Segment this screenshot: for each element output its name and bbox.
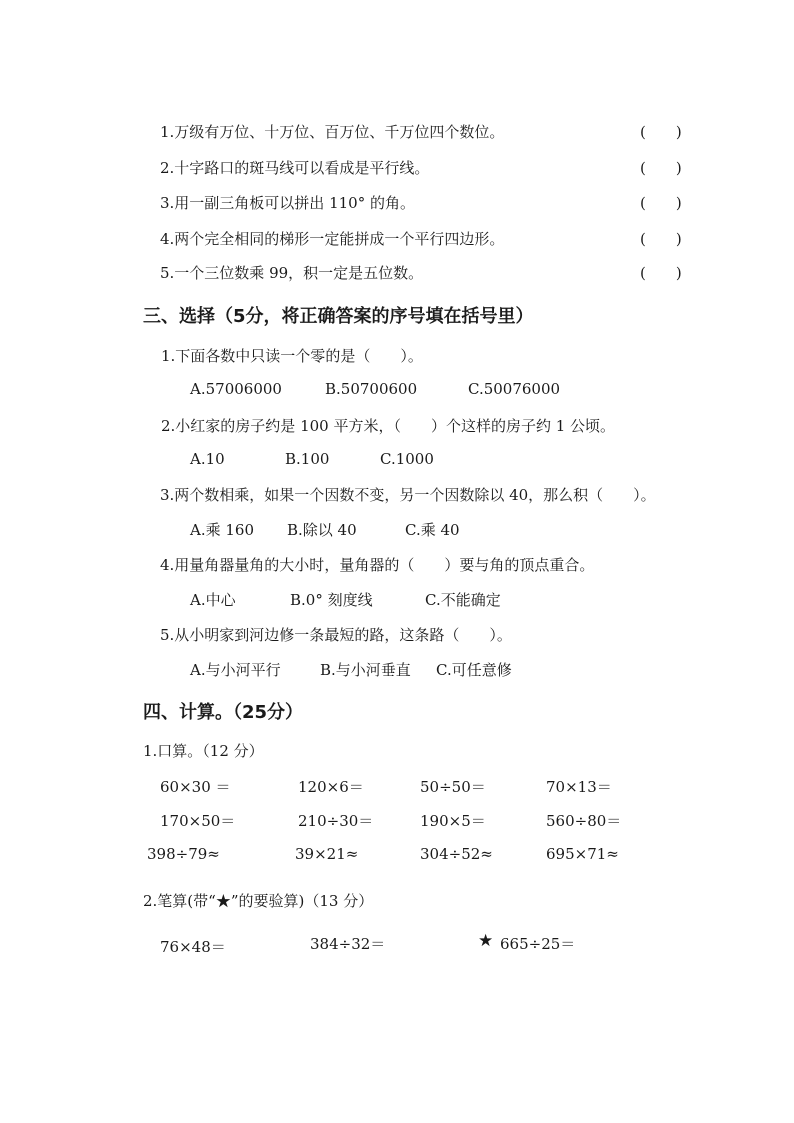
judgement-answer-blank-5[interactable]: ( )	[640, 264, 682, 282]
oral-problem: 60×30 ＝	[160, 778, 231, 796]
option-c[interactable]: C.50076000	[468, 380, 561, 398]
question-text: 3.两个数相乘，如果一个因数不变，另一个因数除以 40，那么积（ ）。	[160, 486, 656, 504]
oral-problem: 695×71≈	[546, 845, 619, 863]
oral-problem: 39×21≈	[295, 845, 359, 863]
oral-problem: 120×6＝	[298, 778, 364, 796]
oral-problem: 398÷79≈	[147, 845, 220, 863]
judgement-item-1: 1.万级有万位、十万位、百万位、千万位四个数位。	[160, 123, 505, 141]
question-text: 2.小红家的房子约是 100 平方米，（ ）个这样的房子约 1 公顷。	[161, 417, 616, 435]
judgement-answer-blank-3[interactable]: ( )	[640, 194, 682, 212]
written-problem: 384÷32＝	[310, 935, 386, 953]
option-c[interactable]: C.乘 40	[405, 521, 460, 539]
option-c[interactable]: C.1000	[380, 450, 434, 468]
judgement-answer-blank-4[interactable]: ( )	[640, 230, 682, 248]
option-c[interactable]: C.不能确定	[425, 591, 501, 609]
question-text: 5.从小明家到河边修一条最短的路，这条路（ ）。	[160, 626, 512, 644]
judgement-answer-blank-2[interactable]: ( )	[640, 159, 682, 177]
judgement-item-3: 3.用一副三角板可以拼出 110° 的角。	[160, 194, 415, 212]
written-calc-title: 2.笔算(带“★”的要验算)（13 分）	[143, 892, 374, 910]
option-a[interactable]: A.10	[190, 450, 225, 468]
option-c[interactable]: C.可任意修	[436, 661, 512, 679]
oral-calc-title: 1.口算。（12 分）	[143, 742, 264, 760]
written-problem: 76×48＝	[160, 938, 226, 956]
option-a[interactable]: A.乘 160	[190, 521, 254, 539]
option-b[interactable]: B.除以 40	[287, 521, 357, 539]
oral-problem: 50÷50＝	[420, 778, 486, 796]
judgement-answer-blank-1[interactable]: ( )	[640, 123, 682, 141]
oral-problem: 70×13＝	[546, 778, 612, 796]
option-b[interactable]: B.100	[285, 450, 330, 468]
option-b[interactable]: B.与小河垂直	[320, 661, 411, 679]
judgement-item-2: 2.十字路口的斑马线可以看成是平行线。	[160, 159, 430, 177]
question-text: 4.用量角器量角的大小时，量角器的（ ）要与角的顶点重合。	[160, 556, 595, 574]
question-text: 1.下面各数中只读一个零的是（ ）。	[161, 347, 423, 365]
calc-section-heading: 四、计算。（25分）	[143, 702, 304, 723]
judgement-item-5: 5.一个三位数乘 99，积一定是五位数。	[160, 264, 424, 282]
option-b[interactable]: B.0° 刻度线	[290, 591, 373, 609]
option-a[interactable]: A.与小河平行	[190, 661, 281, 679]
written-problem-starred: 665÷25＝	[500, 935, 576, 953]
option-a[interactable]: A.57006000	[190, 380, 282, 398]
judgement-item-4: 4.两个完全相同的梯形一定能拼成一个平行四边形。	[160, 230, 505, 248]
oral-problem: 170×50＝	[160, 812, 236, 830]
choice-section-heading: 三、选择（5分，将正确答案的序号填在括号里）	[143, 306, 534, 327]
option-b[interactable]: B.50700600	[325, 380, 418, 398]
oral-problem: 560÷80＝	[546, 812, 622, 830]
star-icon: ★	[478, 931, 494, 951]
oral-problem: 190×5＝	[420, 812, 486, 830]
oral-problem: 304÷52≈	[420, 845, 493, 863]
option-a[interactable]: A.中心	[190, 591, 236, 609]
oral-problem: 210÷30＝	[298, 812, 374, 830]
